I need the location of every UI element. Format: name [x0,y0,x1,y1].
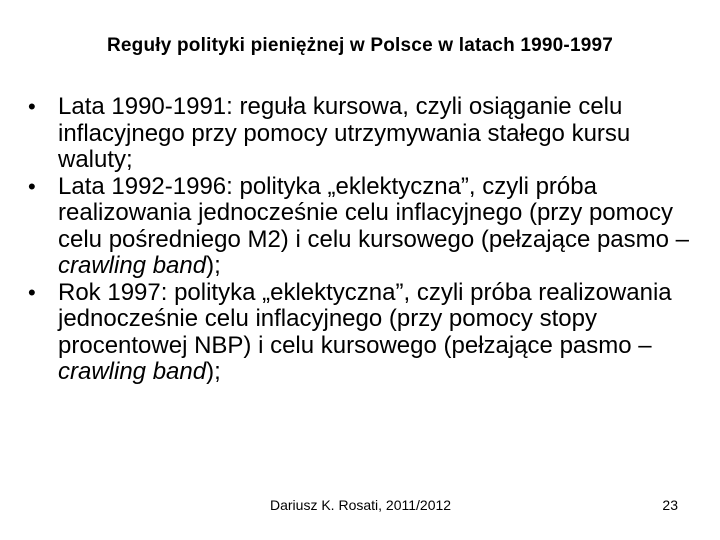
bullet-list [28,94,700,386]
bullet-item [28,174,700,280]
bullet-text: Lata 1990-1991: reguła kursowa, czyli osiąganie celu inflacyjnego przy pomocy utrzymywania stałego kursu waluty; [58,93,631,173]
bullet-item [28,94,700,174]
bullet-text-italic: crawling band [58,358,207,385]
bullet-item [28,280,700,386]
footer-author: Dariusz K. Rosati, 2011/2012 [270,497,452,513]
bullet-text-segment: Rok 1997: polityka „eklektyczna”, czyli próba realizowania jednocześnie celu inflacyjnego (przy pomocy stopy procentowej NBP) i celu kursowego (pełzające pasmo – [58,278,672,359]
bullet-text [58,173,689,280]
bullet-text-segment: Lata 1992-1996: polityka „eklektyczna”, czyli próba realizowania jednocześnie celu inflacyjnego (przy pomocy celu pośredniego M2) i celu kursowego (pełzające pasmo – [58,172,690,253]
bullet-text-italic: crawling band [58,252,207,279]
page-number: 23 [662,497,678,513]
bullet-text [58,279,672,386]
slide-title: Reguły polityki pieniężnej w Polsce w latach 1990-1997 [106,35,614,56]
bullet-marker: • [28,94,36,119]
bullet-text-segment: ); [206,252,221,279]
bullet-text-segment: ); [206,358,221,385]
bullet-marker: • [28,173,36,199]
bullet-marker: • [28,279,36,305]
